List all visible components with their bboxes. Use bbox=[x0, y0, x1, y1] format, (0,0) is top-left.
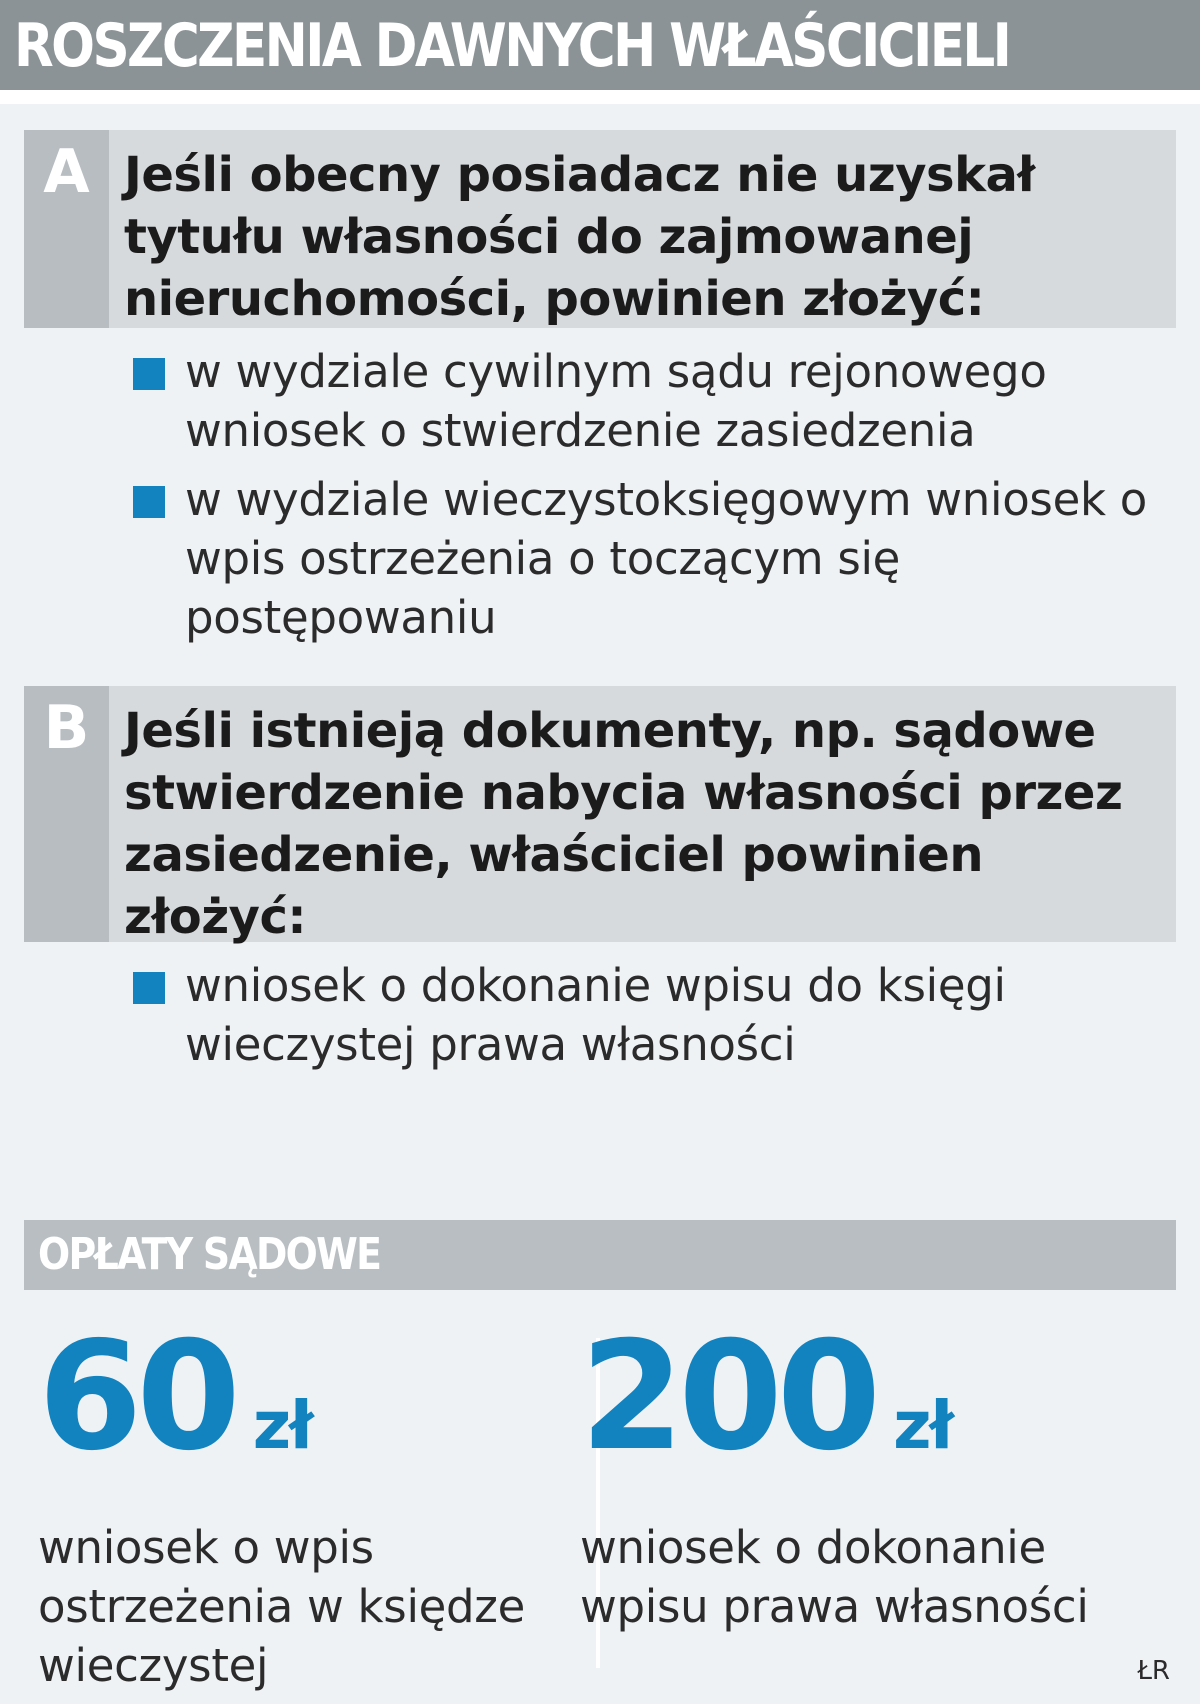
credit: ŁR bbox=[1137, 1656, 1170, 1686]
section-a-bullet-list bbox=[133, 342, 1153, 647]
list-item-text: w wydziale wieczystoksięgowym wniosek o wpis ostrzeżenia o toczącym się postępowaniu bbox=[185, 473, 1147, 644]
section-b-letter-column bbox=[24, 686, 109, 942]
fee-amount bbox=[38, 1310, 578, 1518]
list-item bbox=[133, 956, 1153, 1074]
square-bullet-icon bbox=[133, 972, 165, 1004]
fees-header bbox=[24, 1220, 1176, 1290]
fee-unit: zł bbox=[252, 1387, 312, 1464]
list-item-text: w wydziale cywilnym sądu rejonowego wniosek o stwierdzenie zasiedzenia bbox=[185, 345, 1047, 457]
list-item bbox=[133, 470, 1153, 647]
section-b-header bbox=[24, 686, 1176, 945]
section-a-header bbox=[24, 130, 1176, 328]
fee-description: wniosek o dokonanie wpisu prawa własności bbox=[580, 1521, 1089, 1633]
page-title: ROSZCZENIA DAWNYCH WŁAŚCICIELI bbox=[14, 11, 1010, 81]
section-b-letter: B bbox=[43, 693, 90, 763]
title-bar bbox=[0, 0, 1200, 90]
list-item bbox=[133, 342, 1153, 460]
section-a-letter: A bbox=[43, 137, 90, 207]
section-a-heading: Jeśli obecny posiadacz nie uzyskał tytułu własności do zajmowanej nieruchomości, powinien złożyć: bbox=[124, 147, 1035, 327]
fee-unit: zł bbox=[893, 1387, 953, 1464]
fee-item-60 bbox=[38, 1310, 578, 1695]
section-b-bullet-list bbox=[133, 956, 1153, 1074]
fee-value: 60 bbox=[38, 1310, 235, 1484]
fee-amount bbox=[580, 1310, 1180, 1518]
fees-heading: OPŁATY SĄDOWE bbox=[38, 1229, 381, 1280]
fee-item-200 bbox=[580, 1310, 1180, 1636]
section-a-letter-column bbox=[24, 130, 109, 328]
fee-description: wniosek o wpis ostrzeżenia w księdze wieczystej bbox=[38, 1521, 526, 1692]
section-b-heading: Jeśli istnieją dokumenty, np. sądowe stwierdzenie nabycia własności przez zasiedzenie, właściciel powinien złożyć: bbox=[124, 703, 1123, 945]
square-bullet-icon bbox=[133, 486, 165, 518]
fee-value: 200 bbox=[580, 1310, 876, 1484]
list-item-text: wniosek o dokonanie wpisu do księgi wieczystej prawa własności bbox=[185, 959, 1006, 1071]
square-bullet-icon bbox=[133, 358, 165, 390]
